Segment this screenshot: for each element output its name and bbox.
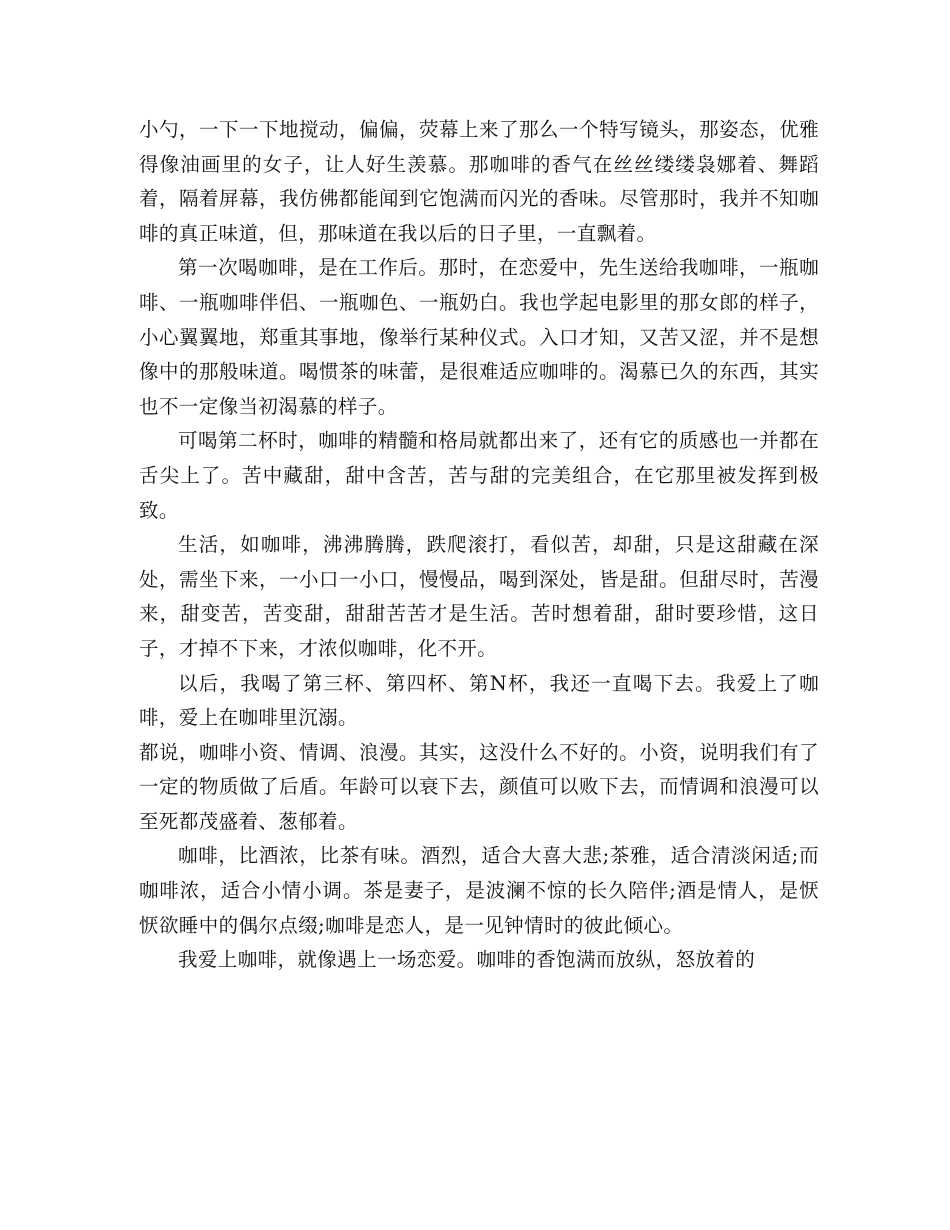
- paragraph-6: 都说，咖啡小资、情调、浪漫。其实，这没什么不好的。小资，说明我们有了一定的物质做了后盾。年龄可以衰下去，颜值可以败下去，而情调和浪漫可以至死都茂盛着、葱郁着。: [139, 740, 819, 833]
- paragraph-8: 我爱上咖啡，就像遇上一场恋爱。咖啡的香饱满而放纵，怒放着的: [178, 948, 756, 972]
- paragraph-5: 以后，我喝了第三杯、第四杯、第N杯，我还一直喝下去。我爱上了咖啡，爱上在咖啡里沉溺。: [139, 671, 819, 730]
- paragraph-7: 咖啡，比酒浓，比茶有味。酒烈，适合大喜大悲;茶雅，适合清淡闲适;而咖啡浓，适合小情小调。茶是妻子，是波澜不惊的长久陪伴;酒是情人，是恹恹欲睡中的偶尔点缀;咖啡是恋人，是一见钟情时的彼此倾心。: [139, 844, 819, 937]
- paragraph-2: 第一次喝咖啡，是在工作后。那时，在恋爱中，先生送给我咖啡，一瓶咖啡、一瓶咖啡伴侣、一瓶咖色、一瓶奶白。我也学起电影里的那女郎的样子，小心翼翼地，郑重其事地，像举行某种仪式。入口才知，又苦又涩，并不是想像中的那般味道。喝惯茶的味蕾，是很难适应咖啡的。渴慕已久的东西，其实也不一定像当初渴慕的样子。: [139, 256, 819, 418]
- paragraph-4: 生活，如咖啡，沸沸腾腾，跌爬滚打，看似苦，却甜，只是这甜藏在深处，需坐下来，一小口一小口，慢慢品，喝到深处，皆是甜。但甜尽时，苦漫来，甜变苦，苦变甜，甜甜苦苦才是生活。苦时想着甜，甜时要珍惜，这日子，才掉不下来，才浓似咖啡，化不开。: [139, 533, 819, 660]
- document-body: [139, 113, 819, 978]
- paragraph-1: 小勺，一下一下地搅动，偏偏，荧幕上来了那么一个特写镜头，那姿态，优雅得像油画里的女子，让人好生羡慕。那咖啡的香气在丝丝缕缕袅娜着、舞蹈着，隔着屏幕，我仿佛都能闻到它饱满而闪光的香味。尽管那时，我并不知咖啡的真正味道，但，那味道在我以后的日子里，一直飘着。: [139, 118, 819, 245]
- paragraph-3: 可喝第二杯时，咖啡的精髓和格局就都出来了，还有它的质感也一并都在舌尖上了。苦中藏甜，甜中含苦，苦与甜的完美组合，在它那里被发挥到极致。: [139, 429, 819, 522]
